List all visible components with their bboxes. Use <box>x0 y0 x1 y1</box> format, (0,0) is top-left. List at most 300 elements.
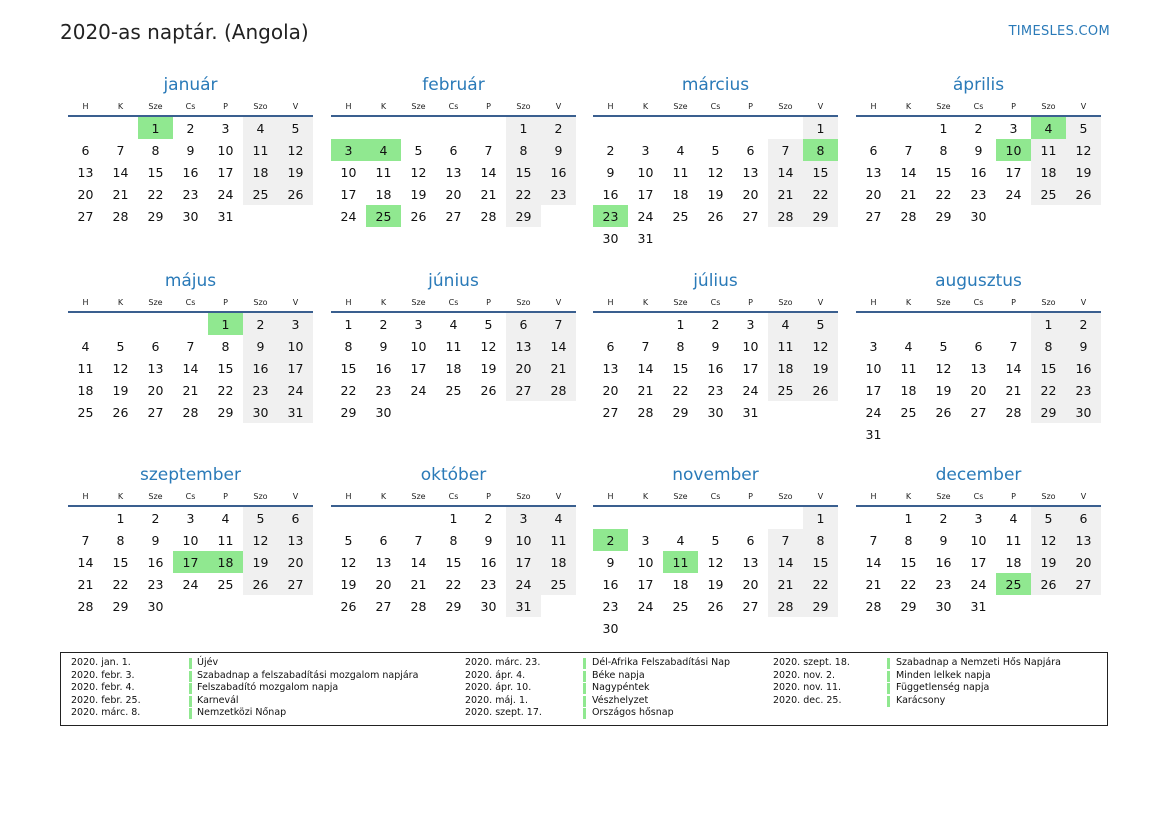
day-cell: 29 <box>506 205 541 227</box>
day-cell: 1 <box>939 120 948 136</box>
empty-cell <box>856 506 891 529</box>
week-row <box>68 506 313 529</box>
empty-cell <box>331 506 366 529</box>
day-cell: 4 <box>676 532 685 548</box>
weekday-header: K <box>103 98 138 116</box>
weekday-header: K <box>628 98 663 116</box>
day-cell: 12 <box>707 164 724 180</box>
day-cell: 23 <box>375 382 392 398</box>
day-cell: 21 <box>768 573 803 595</box>
weekday-header: V <box>1066 98 1101 116</box>
day-cell: 23 <box>970 186 987 202</box>
day-cell: 3 <box>506 506 541 529</box>
day-cell: 23 <box>1066 379 1101 401</box>
day-cell: 15 <box>506 161 541 183</box>
week-row <box>593 617 838 639</box>
day-cell: 25 <box>996 573 1031 595</box>
empty-cell <box>138 312 173 335</box>
day-cell: 3 <box>414 316 423 332</box>
weekday-header: K <box>366 488 401 506</box>
month-name: december <box>935 465 1022 485</box>
day-cell: 13 <box>602 360 619 376</box>
day-cell: 20 <box>742 576 759 592</box>
day-cell: 21 <box>77 576 94 592</box>
month-name: május <box>164 271 217 291</box>
weekday-header: Cs <box>961 488 996 506</box>
weekday-header: Sze <box>663 98 698 116</box>
weekday-header: P <box>471 488 506 506</box>
legend-date: 2020. febr. 25. <box>71 694 141 706</box>
week-row <box>331 335 576 357</box>
day-cell: 18 <box>672 186 689 202</box>
day-cell: 31 <box>742 404 759 420</box>
day-cell: 24 <box>410 382 427 398</box>
day-cell: 8 <box>939 142 948 158</box>
month-table <box>331 488 576 617</box>
day-cell: 26 <box>707 208 724 224</box>
day-cell: 21 <box>768 183 803 205</box>
day-cell: 17 <box>506 551 541 573</box>
day-cell: 1 <box>138 116 173 139</box>
day-cell: 30 <box>375 404 392 420</box>
weekday-header: Szo <box>768 98 803 116</box>
empty-cell <box>733 227 768 249</box>
empty-cell <box>628 617 663 639</box>
day-cell: 4 <box>243 116 278 139</box>
day-cell: 16 <box>375 360 392 376</box>
weekday-header: Szo <box>243 488 278 506</box>
week-row <box>68 161 313 183</box>
weekday-header: V <box>278 488 313 506</box>
month-11 <box>593 464 838 639</box>
day-cell: 1 <box>208 312 243 335</box>
day-cell: 8 <box>221 338 230 354</box>
day-cell: 15 <box>147 164 164 180</box>
day-cell: 1 <box>449 510 458 526</box>
day-cell: 28 <box>637 404 654 420</box>
day-cell: 19 <box>340 576 357 592</box>
day-cell: 3 <box>869 338 878 354</box>
day-cell: 29 <box>217 404 234 420</box>
day-cell: 24 <box>217 186 234 202</box>
week-row <box>593 529 838 551</box>
weekday-header: V <box>1066 294 1101 312</box>
day-cell: 16 <box>935 554 952 570</box>
day-cell: 6 <box>1066 506 1101 529</box>
empty-cell <box>891 423 926 445</box>
weekday-header: K <box>891 488 926 506</box>
weekday-header: Cs <box>173 488 208 506</box>
day-cell: 21 <box>637 382 654 398</box>
day-cell: 9 <box>606 164 615 180</box>
day-cell: 3 <box>221 120 230 136</box>
day-cell: 2 <box>593 529 628 551</box>
day-cell: 17 <box>865 382 882 398</box>
day-cell: 11 <box>1031 139 1066 161</box>
day-cell: 24 <box>1005 186 1022 202</box>
day-cell: 23 <box>602 598 619 614</box>
empty-cell <box>103 116 138 139</box>
week-row <box>593 573 838 595</box>
day-cell: 1 <box>676 316 685 332</box>
day-cell: 16 <box>602 186 619 202</box>
day-cell: 15 <box>1031 357 1066 379</box>
week-row <box>856 335 1101 357</box>
day-cell: 26 <box>935 404 952 420</box>
day-cell: 20 <box>506 357 541 379</box>
day-cell: 30 <box>182 208 199 224</box>
month-name: január <box>163 75 218 95</box>
weekday-header: Sze <box>138 488 173 506</box>
month-10 <box>331 464 576 617</box>
day-cell: 3 <box>1009 120 1018 136</box>
day-cell: 20 <box>865 186 882 202</box>
week-row <box>68 529 313 551</box>
week-row <box>331 506 576 529</box>
empty-cell <box>1031 205 1066 227</box>
day-cell: 10 <box>217 142 234 158</box>
week-row <box>331 312 576 335</box>
week-row <box>593 161 838 183</box>
day-cell: 23 <box>541 183 576 205</box>
weekday-header: H <box>856 488 891 506</box>
weekday-header: Cs <box>436 488 471 506</box>
week-row <box>331 205 576 227</box>
day-cell: 4 <box>1009 510 1018 526</box>
day-cell: 18 <box>1031 161 1066 183</box>
day-cell: 6 <box>869 142 878 158</box>
week-row <box>593 401 838 423</box>
month-table <box>331 294 576 423</box>
day-cell: 28 <box>410 598 427 614</box>
day-cell: 25 <box>768 379 803 401</box>
weekday-header: V <box>541 98 576 116</box>
week-row <box>331 401 576 423</box>
empty-cell <box>628 506 663 529</box>
day-cell: 23 <box>480 576 497 592</box>
day-cell: 21 <box>865 576 882 592</box>
day-cell: 24 <box>637 598 654 614</box>
day-cell: 15 <box>217 360 234 376</box>
day-cell: 21 <box>1005 382 1022 398</box>
day-cell: 20 <box>147 382 164 398</box>
day-cell: 8 <box>803 139 838 161</box>
day-cell: 22 <box>147 186 164 202</box>
weekday-header: Cs <box>961 98 996 116</box>
day-cell: 5 <box>414 142 423 158</box>
day-cell: 14 <box>541 335 576 357</box>
day-cell: 20 <box>445 186 462 202</box>
day-cell: 21 <box>900 186 917 202</box>
day-cell: 28 <box>1005 404 1022 420</box>
legend-name: Vészhelyzet <box>592 694 649 706</box>
empty-cell <box>541 401 576 423</box>
day-cell: 20 <box>602 382 619 398</box>
day-cell: 21 <box>410 576 427 592</box>
day-cell: 8 <box>904 532 913 548</box>
day-cell: 31 <box>637 230 654 246</box>
day-cell: 3 <box>278 312 313 335</box>
day-cell: 30 <box>602 230 619 246</box>
week-row <box>68 335 313 357</box>
week-row <box>593 312 838 335</box>
empty-cell <box>401 116 436 139</box>
day-cell: 13 <box>278 529 313 551</box>
day-cell: 27 <box>375 598 392 614</box>
week-row <box>856 205 1101 227</box>
weekday-header: P <box>208 488 243 506</box>
day-cell: 31 <box>970 598 987 614</box>
day-cell: 20 <box>278 551 313 573</box>
weekday-header: Sze <box>138 294 173 312</box>
empty-cell <box>768 506 803 529</box>
day-cell: 16 <box>147 554 164 570</box>
day-cell: 7 <box>484 142 493 158</box>
empty-cell <box>173 312 208 335</box>
day-cell: 19 <box>480 360 497 376</box>
week-row <box>68 379 313 401</box>
weekday-header: Cs <box>961 294 996 312</box>
day-cell: 18 <box>900 382 917 398</box>
day-cell: 16 <box>1066 357 1101 379</box>
day-cell: 17 <box>278 357 313 379</box>
empty-cell <box>663 116 698 139</box>
day-cell: 29 <box>445 598 462 614</box>
day-cell: 3 <box>746 316 755 332</box>
day-cell: 3 <box>331 139 366 161</box>
day-cell: 6 <box>379 532 388 548</box>
legend-name: Nemzetközi Nőnap <box>197 707 287 719</box>
empty-cell <box>68 116 103 139</box>
day-cell: 26 <box>112 404 129 420</box>
weekday-header: Sze <box>401 98 436 116</box>
day-cell: 5 <box>939 338 948 354</box>
day-cell: 10 <box>742 338 759 354</box>
day-cell: 9 <box>606 554 615 570</box>
day-cell: 19 <box>935 382 952 398</box>
day-cell: 26 <box>1066 183 1101 205</box>
day-cell: 13 <box>147 360 164 376</box>
day-cell: 7 <box>186 338 195 354</box>
day-cell: 9 <box>243 335 278 357</box>
day-cell: 13 <box>375 554 392 570</box>
week-row <box>856 506 1101 529</box>
day-cell: 14 <box>768 551 803 573</box>
weekday-header: V <box>803 294 838 312</box>
day-cell: 12 <box>480 338 497 354</box>
legend-name: Dél-Afrika Felszabadítási Nap <box>592 657 731 668</box>
empty-cell <box>471 116 506 139</box>
empty-cell <box>243 595 278 617</box>
day-cell: 8 <box>449 532 458 548</box>
day-cell: 24 <box>506 573 541 595</box>
day-cell: 17 <box>1005 164 1022 180</box>
empty-cell <box>996 205 1031 227</box>
month-name: február <box>422 75 485 95</box>
month-name: november <box>672 465 759 485</box>
empty-cell <box>803 617 838 639</box>
empty-cell <box>698 116 733 139</box>
weekday-header: Sze <box>663 294 698 312</box>
weekday-header: K <box>628 488 663 506</box>
day-cell: 1 <box>506 116 541 139</box>
day-cell: 11 <box>375 164 392 180</box>
day-cell: 15 <box>803 161 838 183</box>
day-cell: 13 <box>970 360 987 376</box>
week-row <box>331 529 576 551</box>
day-cell: 29 <box>340 404 357 420</box>
day-cell: 22 <box>1031 379 1066 401</box>
day-cell: 14 <box>112 164 129 180</box>
weekday-header: Szo <box>506 98 541 116</box>
empty-cell <box>768 401 803 423</box>
day-cell: 15 <box>445 554 462 570</box>
weekday-header: Sze <box>926 294 961 312</box>
day-cell: 28 <box>900 208 917 224</box>
weekday-header: Szo <box>506 294 541 312</box>
empty-cell <box>663 617 698 639</box>
month-table <box>593 294 838 423</box>
day-cell: 12 <box>243 529 278 551</box>
weekday-header: P <box>733 98 768 116</box>
legend-date: 2020. ápr. 4. <box>465 669 526 681</box>
weekday-header: P <box>996 98 1031 116</box>
legend-date: 2020. nov. 2. <box>773 669 836 681</box>
day-cell: 14 <box>77 554 94 570</box>
week-row <box>331 379 576 401</box>
day-cell: 28 <box>865 598 882 614</box>
day-cell: 26 <box>1031 573 1066 595</box>
weekday-header: Cs <box>436 294 471 312</box>
week-row <box>68 116 313 139</box>
day-cell: 27 <box>742 208 759 224</box>
day-cell: 3 <box>641 142 650 158</box>
day-cell: 12 <box>410 164 427 180</box>
week-row <box>68 401 313 423</box>
empty-cell <box>173 595 208 617</box>
empty-cell <box>663 506 698 529</box>
day-cell: 21 <box>182 382 199 398</box>
weekday-header: P <box>471 294 506 312</box>
day-cell: 2 <box>541 116 576 139</box>
weekday-header: Szo <box>506 488 541 506</box>
day-cell: 2 <box>939 510 948 526</box>
week-row <box>593 116 838 139</box>
weekday-header: H <box>68 488 103 506</box>
day-cell: 8 <box>1031 335 1066 357</box>
day-cell: 27 <box>147 404 164 420</box>
month-table <box>593 98 838 249</box>
day-cell: 23 <box>243 379 278 401</box>
day-cell: 8 <box>676 338 685 354</box>
month-table <box>856 98 1101 227</box>
month-table <box>331 98 576 227</box>
legend-column <box>61 657 1101 707</box>
day-cell: 12 <box>340 554 357 570</box>
day-cell: 13 <box>506 335 541 357</box>
day-cell: 28 <box>480 208 497 224</box>
site-link[interactable]: TIMESLES.COM <box>1008 24 1110 39</box>
day-cell: 6 <box>278 506 313 529</box>
day-cell: 11 <box>900 360 917 376</box>
day-cell: 5 <box>1066 116 1101 139</box>
week-row <box>68 183 313 205</box>
day-cell: 16 <box>243 357 278 379</box>
day-cell: 2 <box>243 312 278 335</box>
empty-cell <box>733 116 768 139</box>
week-row <box>68 312 313 335</box>
month-12 <box>856 464 1101 617</box>
month-table <box>68 98 313 227</box>
month-name: október <box>420 465 487 485</box>
day-cell: 28 <box>112 208 129 224</box>
day-cell: 7 <box>116 142 125 158</box>
day-cell: 13 <box>742 164 759 180</box>
day-cell: 10 <box>410 338 427 354</box>
day-cell: 25 <box>672 208 689 224</box>
day-cell: 4 <box>541 506 576 529</box>
day-cell: 10 <box>970 532 987 548</box>
empty-cell <box>926 312 961 335</box>
day-cell: 18 <box>243 161 278 183</box>
day-cell: 1 <box>1031 312 1066 335</box>
page-title: 2020-as naptár. (Angola) <box>60 20 309 44</box>
day-cell: 11 <box>243 139 278 161</box>
month-name: augusztus <box>935 271 1022 291</box>
empty-cell <box>471 401 506 423</box>
day-cell: 18 <box>445 360 462 376</box>
weekday-header: Szo <box>1031 98 1066 116</box>
weekday-header: K <box>366 294 401 312</box>
day-cell: 27 <box>742 598 759 614</box>
day-cell: 25 <box>366 205 401 227</box>
week-row <box>68 595 313 617</box>
day-cell: 1 <box>116 510 125 526</box>
day-cell: 19 <box>803 357 838 379</box>
day-cell: 27 <box>970 404 987 420</box>
month-name: június <box>428 271 479 291</box>
day-cell: 29 <box>935 208 952 224</box>
holiday-marker-icon <box>583 708 586 719</box>
day-cell: 5 <box>278 116 313 139</box>
day-cell: 12 <box>707 554 724 570</box>
weekday-header: P <box>208 98 243 116</box>
legend-name: Minden lelkek napja <box>896 669 991 681</box>
day-cell: 22 <box>217 382 234 398</box>
empty-cell <box>961 423 996 445</box>
day-cell: 5 <box>243 506 278 529</box>
weekday-header: Sze <box>663 488 698 506</box>
empty-cell <box>628 116 663 139</box>
day-cell: 18 <box>541 551 576 573</box>
day-cell: 30 <box>970 208 987 224</box>
week-row <box>331 573 576 595</box>
day-cell: 26 <box>707 598 724 614</box>
legend-name: Karácsony <box>896 694 946 706</box>
day-cell: 17 <box>410 360 427 376</box>
empty-cell <box>698 227 733 249</box>
empty-cell <box>1066 423 1101 445</box>
day-cell: 25 <box>77 404 94 420</box>
weekday-header: V <box>541 294 576 312</box>
week-row <box>856 161 1101 183</box>
day-cell: 9 <box>541 139 576 161</box>
day-cell: 2 <box>974 120 983 136</box>
week-row <box>856 139 1101 161</box>
legend-item <box>61 670 1101 683</box>
week-row <box>593 357 838 379</box>
day-cell: 22 <box>935 186 952 202</box>
